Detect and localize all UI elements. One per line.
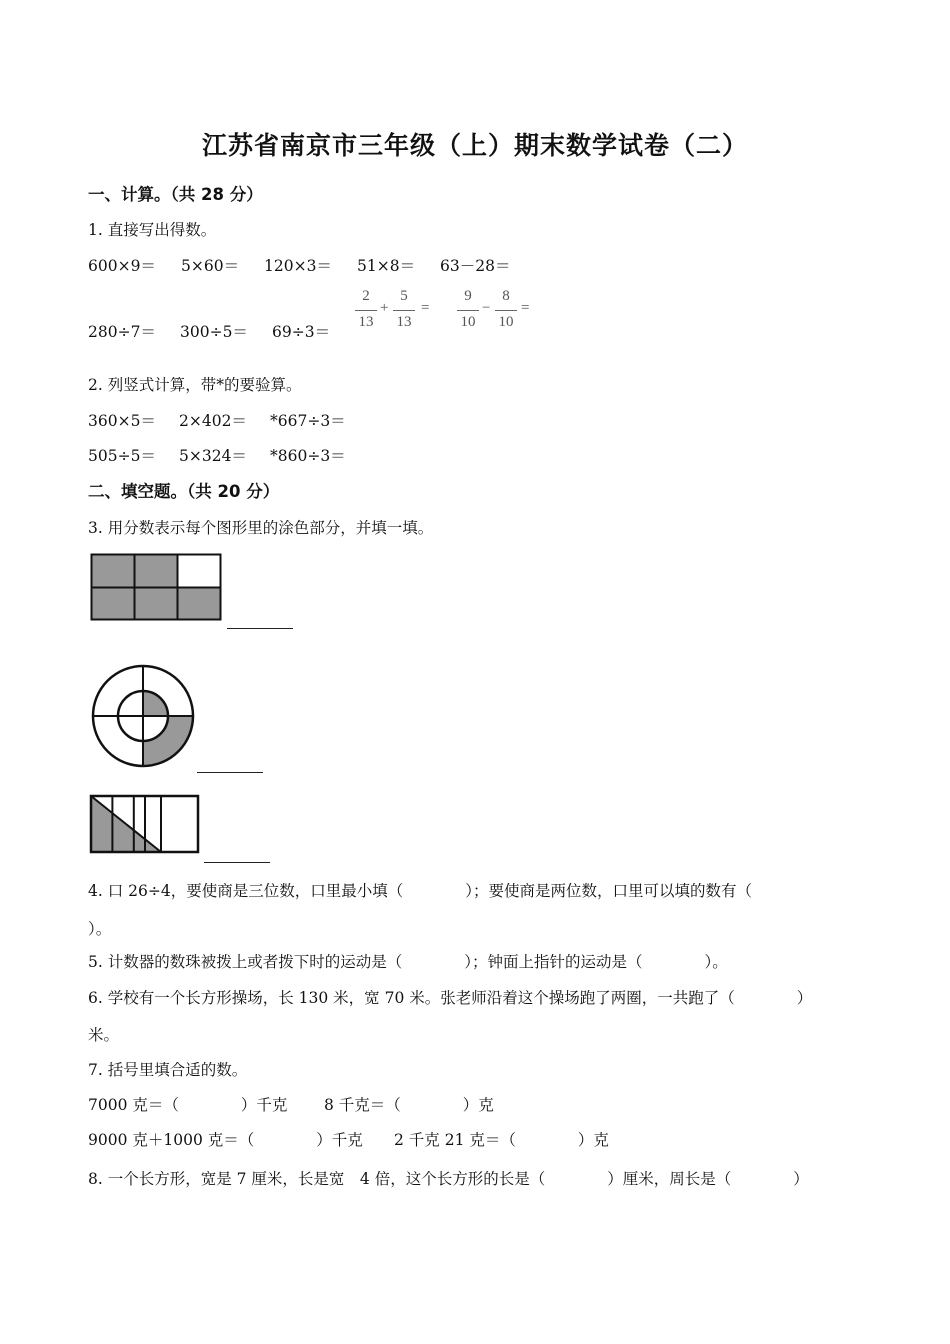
q1-row1 (88, 254, 510, 276)
expr: 360×5＝ (88, 412, 156, 430)
q2-prompt: 2. 列竖式计算，带*的要验算。 (88, 376, 302, 394)
q8-text: 8. 一个长方形，宽是 7 厘米，长是宽 4 倍，这个长方形的长是（ ）厘米，周长是（ ） (88, 1170, 809, 1188)
denominator: 13 (396, 314, 412, 330)
numerator: 5 (400, 288, 408, 304)
operator: + (380, 300, 389, 316)
expr: 2 千克 21 克＝（ ）克 (394, 1131, 609, 1149)
page-title: 江苏省南京市三年级（上）期末数学试卷（二） (201, 131, 748, 160)
grid-cell-shaded (92, 588, 135, 620)
expr: 505÷5＝ (88, 447, 156, 465)
expr: 9000 克＋1000 克＝（ ）千克 (88, 1131, 363, 1149)
numerator: 2 (362, 288, 370, 304)
q7-prompt: 7. 括号里填合适的数。 (88, 1061, 248, 1079)
figure-ring-circle (89, 662, 197, 770)
figure-grid-rectangle (90, 553, 224, 623)
grid-cell-shaded (135, 555, 178, 588)
expr: 5×60＝ (181, 257, 240, 275)
grid-cell-shaded (92, 555, 135, 588)
q1-prompt: 1. 直接写出得数。 (88, 221, 217, 239)
expr: 69÷3＝ (272, 323, 331, 341)
numerator: 8 (502, 288, 510, 304)
numerator: 9 (464, 288, 472, 304)
q4-line2: ）。 (88, 920, 112, 938)
operator: − (482, 300, 491, 316)
equals: = (521, 300, 530, 316)
fraction-bar (495, 310, 517, 311)
answer-blank-1[interactable] (227, 628, 293, 629)
figure-column-rectangle (89, 794, 201, 856)
expr: 120×3＝ (264, 257, 332, 275)
expr: *667÷3＝ (270, 412, 346, 430)
expr: 300÷5＝ (180, 323, 248, 341)
expr: 2×402＝ (179, 412, 247, 430)
section1-heading: 一、计算。（共 28 分） (88, 185, 263, 204)
expr: 51×8＝ (357, 257, 416, 275)
q2-row2 (88, 444, 346, 466)
expr: 5×324＝ (179, 447, 247, 465)
fraction-bar (355, 310, 377, 311)
q4-line1: 4. 口 26÷4，要使商是三位数，口里最小填（ ）；要使商是两位数，口里可以填的数有（ (88, 882, 752, 900)
fraction-bar (393, 310, 415, 311)
q7-row2 (88, 1128, 609, 1150)
grid-cell-blank (178, 555, 221, 588)
fraction-bar (457, 310, 479, 311)
section2-heading: 二、填空题。（共 20 分） (88, 482, 280, 501)
grid-cell-shaded (178, 588, 221, 620)
q6-line2: 米。 (88, 1026, 120, 1044)
q6-line1: 6. 学校有一个长方形操场，长 130 米，宽 70 米。张老师沿着这个操场跑了两圈，一共跑了（ ） (88, 989, 813, 1007)
expr: 280÷7＝ (88, 323, 156, 341)
equals: = (421, 300, 430, 316)
expr: 63－28＝ (440, 257, 511, 275)
denominator: 10 (498, 314, 514, 330)
expr: *860÷3＝ (270, 447, 346, 465)
denominator: 13 (358, 314, 374, 330)
q1-row2 (88, 320, 330, 342)
answer-blank-2[interactable] (197, 772, 263, 773)
answer-blank-3[interactable] (204, 862, 270, 863)
grid-cell-shaded (135, 588, 178, 620)
q2-row1 (88, 409, 346, 431)
expr: 600×9＝ (88, 257, 156, 275)
denominator: 10 (460, 314, 476, 330)
expr: 8 千克＝（ ）克 (324, 1096, 494, 1114)
expr: 7000 克＝（ ）千克 (88, 1096, 288, 1114)
q5-text: 5. 计数器的数珠被拨上或者拨下时的运动是（ ）；钟面上指针的运动是（ ）。 (88, 953, 728, 971)
q7-row1 (88, 1093, 494, 1115)
q3-prompt: 3. 用分数表示每个图形里的涂色部分，并填一填。 (88, 519, 434, 537)
